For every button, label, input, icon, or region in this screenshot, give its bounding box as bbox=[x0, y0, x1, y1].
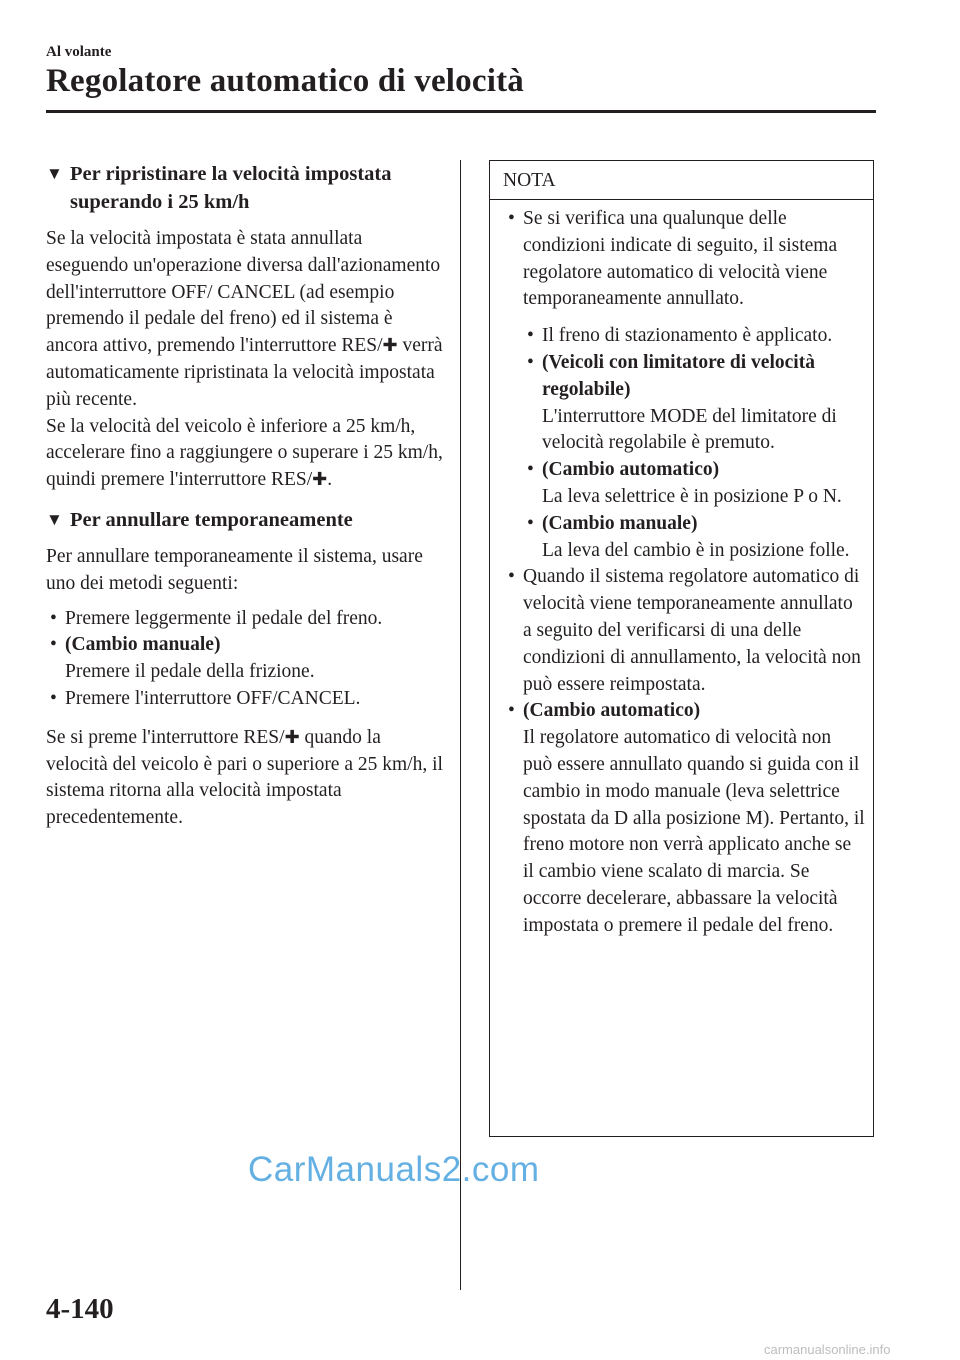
section-label: Al volante bbox=[46, 44, 112, 60]
column-divider bbox=[460, 160, 461, 1290]
list-item: • (Veicoli con limitatore di velocità regolabile) L'interruttore MODE del limitatore di velocità regolabile è premuto. bbox=[527, 351, 837, 454]
cancel-methods-list bbox=[46, 606, 446, 713]
plus-icon: ✚ bbox=[312, 469, 328, 491]
list-item: • Premere l'interruttore OFF/CANCEL. bbox=[50, 687, 361, 709]
paragraph-restore: Se la velocità impostata è stata annullata eseguendo un'operazione diversa dall'azionamento dell'interruttore OFF/ CANCEL (ad esempio premendo il pedale del freno) ed il sistema è ancora attivo, premendo l'interruttore RES/✚ verrà automaticamente ripristinata la velocità impostata più recente. Se la velocità del veicolo è inferiore a 25 km/h, accelerare fino a raggiungere o superare i 25 km/h, quindi premere l'interruttore RES/✚. bbox=[46, 228, 443, 491]
note-body bbox=[490, 200, 873, 940]
page-number: 4-140 bbox=[46, 1293, 114, 1325]
triangle-marker-icon: ▼ bbox=[46, 164, 63, 183]
list-item: • Quando il sistema regolatore automatico di velocità viene temporaneamente annullato a seguito del verificarsi di una delle condizioni di annullamento, la velocità non può essere reimpostata. bbox=[508, 566, 861, 695]
page-title: Regolatore automatico di velocità bbox=[46, 63, 524, 99]
list-item: • Il freno di stazionamento è applicato. bbox=[527, 325, 833, 347]
site-mark: carmanualsonline.info bbox=[764, 1342, 891, 1357]
header-rule bbox=[46, 110, 876, 113]
list-item: • (Cambio manuale) Premere il pedale della frizione. bbox=[50, 634, 315, 683]
list-item: • Premere leggermente il pedale del freno. bbox=[50, 607, 383, 629]
left-column bbox=[46, 160, 446, 832]
paragraph-cancel-intro: Per annullare temporaneamente il sistema, usare uno dei metodi seguenti: bbox=[46, 545, 423, 594]
list-item: • (Cambio automatico) Il regolatore automatico di velocità non può essere annullato quando si guida con il cambio in modo manuale (leva selettrice spostata da D alla posizione M). Pertanto, il freno motore non verrà applicato anche se il cambio viene scalato di marcia. Se occorre decelerare, abbassare la velocità impostata o premere il pedale del freno. bbox=[508, 700, 865, 936]
plus-icon: ✚ bbox=[284, 726, 300, 748]
paragraph-res-press: Se si preme l'interruttore RES/✚ quando la velocità del veicolo è pari o superiore a 25 km/h, il sistema ritorna alla velocità impostata precedentemente. bbox=[46, 726, 443, 829]
conditions-sublist bbox=[523, 323, 865, 564]
list-item: • (Cambio automatico) La leva selettrice è in posizione P o N. bbox=[527, 459, 842, 507]
list-item: • (Cambio manuale) La leva del cambio è in posizione folle. bbox=[527, 512, 850, 561]
heading-restore-speed: ▼ Per ripristinare la velocità impostata superando i 25 km/h bbox=[46, 160, 446, 216]
list-item: • Se si verifica una qualunque delle condizioni indicate di seguito, il sistema regolatore automatico di velocità viene temporaneamente annullato. • Il freno di stazionamento è applicato. • (Veicoli con limitatore di velocità regolabile) L'interruttore MODE del limitatore di velocità regolabile è premuto. • (Cambio automatico) La leva selettrice è in posizione P o N. • (Cambio manuale) La leva del cambio è in posizione folle. bbox=[504, 206, 865, 564]
note-title: NOTA bbox=[490, 161, 873, 200]
triangle-marker-icon: ▼ bbox=[46, 509, 63, 529]
note-box bbox=[489, 160, 874, 1137]
watermark: CarManuals2.com bbox=[248, 1150, 540, 1189]
heading-cancel-temporarily: ▼ Per annullare temporaneamente bbox=[46, 506, 446, 534]
plus-icon: ✚ bbox=[382, 335, 398, 357]
